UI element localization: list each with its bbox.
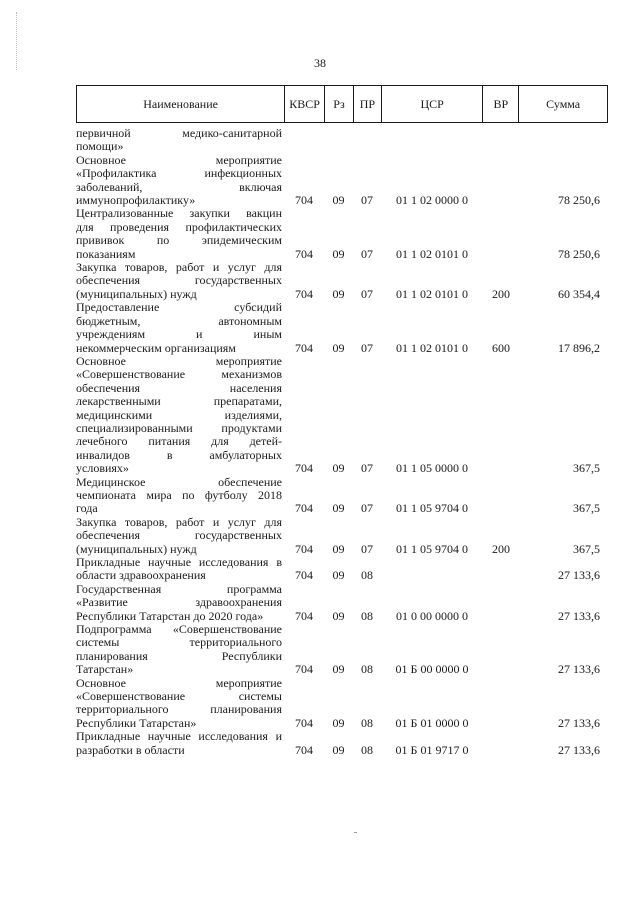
row-pr: 07: [361, 501, 373, 516]
row-csr: 01 Б 01 0000 0: [395, 715, 469, 730]
row-pr: 07: [361, 286, 373, 301]
row-kvsr: 704: [295, 286, 313, 301]
row-name-line: территориального планирования: [76, 702, 282, 717]
row-name-line: «Профилактика инфекционных: [76, 166, 282, 181]
row-sum: 367,5: [573, 501, 600, 516]
row-csr: 01 Б 00 0000 0: [395, 662, 469, 677]
table-row: [76, 730, 608, 757]
row-name-line: прививок по эпидемическим: [76, 233, 282, 248]
table-row: [76, 623, 608, 677]
table-row: [76, 476, 608, 516]
row-pr: 08: [361, 568, 373, 583]
row-name: [76, 355, 284, 476]
row-name-line: «Совершенствование механизмов: [76, 367, 282, 382]
row-rz: 09: [332, 568, 345, 583]
row-rz: 09: [332, 193, 345, 208]
table-header: [76, 85, 608, 123]
row-name-line: Татарстан»: [76, 662, 134, 677]
row-name: [76, 301, 284, 355]
table-row: [76, 556, 608, 583]
row-name-line: Основное мероприятие: [76, 353, 282, 368]
row-sum: 78 250,6: [558, 246, 600, 261]
row-name-line: медицинскими изделиями,: [76, 407, 282, 422]
row-kvsr: 704: [295, 193, 313, 208]
row-name-line: года: [76, 501, 98, 516]
row-name-line: планирования Республики: [76, 648, 282, 663]
row-sum: 60 354,4: [558, 286, 600, 301]
row-name-line: чемпионата мира по футболу 2018: [76, 487, 282, 502]
row-sum: 27 133,6: [558, 608, 600, 623]
table-row: [76, 301, 608, 355]
row-name-line: обеспечения государственных: [76, 528, 282, 543]
row-csr: 01 1 05 0000 0: [396, 461, 468, 476]
row-name-line: системы территориального: [76, 635, 282, 650]
row-name-line: инвалидов в амбулаторных: [76, 447, 282, 462]
row-sum: 27 133,6: [558, 742, 600, 757]
row-kvsr: 704: [295, 568, 313, 583]
header-csr: ЦСР: [381, 86, 483, 122]
row-name-line: Подпрограмма «Совершенствование: [76, 622, 282, 637]
row-sum: 17 896,2: [558, 340, 600, 355]
row-name-line: Основное мероприятие: [76, 675, 282, 690]
row-name-line: специализированными продуктами: [76, 420, 282, 435]
row-kvsr: 704: [295, 501, 313, 516]
row-name: [76, 623, 284, 677]
row-name-line: Государственная программа: [76, 581, 282, 596]
row-name-line: области здравоохранения: [76, 568, 206, 583]
row-name: [76, 583, 284, 623]
row-sum: 367,5: [573, 541, 600, 556]
row-name-line: условиях»: [76, 461, 129, 476]
table-row: [76, 516, 608, 556]
header-name: Наименование: [143, 96, 218, 111]
row-pr: 08: [361, 715, 373, 730]
row-rz: 09: [332, 501, 345, 516]
row-csr: 01 1 02 0101 0: [396, 246, 468, 261]
row-name-line: обеспечения населения: [76, 380, 282, 395]
row-kvsr: 704: [295, 742, 313, 757]
row-name-line: Закупка товаров, работ и услуг для: [76, 514, 282, 529]
table-row: [76, 127, 608, 154]
row-vr: 200: [492, 541, 510, 556]
row-name-line: учреждениям и иным: [76, 327, 282, 342]
row-kvsr: 704: [295, 541, 313, 556]
table-row: [76, 677, 608, 731]
row-name-line: Централизованные закупки вакцин: [76, 206, 282, 221]
row-name-line: показаниям: [76, 246, 136, 261]
row-name-line: Закупка товаров, работ и услуг для: [76, 260, 282, 275]
table-row: [76, 154, 608, 208]
row-name-line: первичной медико-санитарной: [76, 126, 282, 140]
row-name-line: разработки в области: [76, 742, 185, 757]
row-name-line: Медицинское обеспечение: [76, 474, 282, 489]
row-name: [76, 261, 284, 301]
row-kvsr: 704: [295, 715, 313, 730]
row-pr: 08: [361, 742, 373, 757]
row-rz: 09: [332, 742, 345, 757]
row-sum: 367,5: [573, 461, 600, 476]
row-kvsr: 704: [295, 246, 313, 261]
row-name: [76, 127, 284, 154]
row-rz: 09: [332, 461, 345, 476]
row-name-line: Республики Татарстан до 2020 года»: [76, 608, 264, 623]
row-name: [76, 516, 284, 556]
row-name-line: бюджетным, автономным: [76, 313, 282, 328]
row-name-line: некоммерческим организациям: [76, 340, 236, 355]
table-row: [76, 207, 608, 261]
row-pr: 07: [361, 340, 373, 355]
row-pr: 08: [361, 608, 373, 623]
header-kvsr: КВСР: [284, 86, 324, 122]
row-pr: 07: [361, 246, 373, 261]
row-name-line: обеспечения государственных: [76, 273, 282, 288]
row-rz: 09: [332, 608, 345, 623]
row-rz: 09: [332, 715, 345, 730]
row-kvsr: 704: [295, 461, 313, 476]
row-pr: 08: [361, 662, 373, 677]
row-name: [76, 207, 284, 261]
row-rz: 09: [332, 340, 345, 355]
row-csr: 01 1 05 9704 0: [396, 501, 468, 516]
row-name-line: лечебного питания для детей-: [76, 434, 282, 449]
scan-dot: [354, 832, 357, 833]
row-name-line: заболеваний, включая: [76, 179, 282, 194]
row-name-line: Прикладные научные исследования в: [76, 555, 282, 569]
row-csr: 01 1 02 0101 0: [396, 340, 468, 355]
row-csr: 01 0 00 0000 0: [396, 608, 468, 623]
row-pr: 07: [361, 541, 373, 556]
row-name-line: Предоставление субсидий: [76, 300, 282, 315]
row-name-line: Основное мероприятие: [76, 152, 282, 167]
row-name: [76, 556, 284, 583]
header-vr: ВР: [482, 86, 518, 122]
row-rz: 09: [332, 662, 345, 677]
header-pr: ПР: [353, 86, 381, 122]
row-vr: 600: [492, 340, 510, 355]
row-csr: 01 1 02 0000 0: [396, 193, 468, 208]
row-csr: 01 1 02 0101 0: [396, 286, 468, 301]
row-sum: 27 133,6: [558, 662, 600, 677]
row-sum: 78 250,6: [558, 193, 600, 208]
row-rz: 09: [332, 286, 345, 301]
row-name: [76, 677, 284, 731]
header-sum: Сумма: [518, 86, 607, 122]
table-row: [76, 355, 608, 476]
table-row: [76, 583, 608, 623]
row-name-line: иммунопрофилактику»: [76, 193, 196, 208]
row-name-line: лекарственными препаратами,: [76, 394, 282, 409]
row-kvsr: 704: [295, 608, 313, 623]
row-name-line: Республики Татарстан»: [76, 715, 197, 730]
row-name-line: Прикладные научные исследования и: [76, 729, 282, 744]
row-csr: 01 Б 01 9717 0: [395, 742, 469, 757]
row-kvsr: 704: [295, 340, 313, 355]
page-number: 38: [314, 56, 326, 70]
row-pr: 07: [361, 461, 373, 476]
row-sum: 27 133,6: [558, 715, 600, 730]
row-csr: 01 1 05 9704 0: [396, 541, 468, 556]
row-sum: 27 133,6: [558, 568, 600, 583]
row-rz: 09: [332, 246, 345, 261]
row-name: [76, 476, 284, 516]
header-rz: Рз: [324, 86, 353, 122]
row-name-line: (муниципальных) нужд: [76, 286, 197, 301]
row-name: [76, 730, 284, 757]
row-name-line: (муниципальных) нужд: [76, 541, 197, 556]
row-rz: 09: [332, 541, 345, 556]
row-name-line: «Развитие здравоохранения: [76, 595, 282, 610]
row-pr: 07: [361, 193, 373, 208]
row-name-line: «Совершенствование системы: [76, 689, 282, 704]
row-name-line: для проведения профилактических: [76, 219, 282, 234]
table-row: [76, 261, 608, 301]
row-name-line: помощи»: [76, 139, 124, 154]
row-vr: 200: [492, 286, 510, 301]
row-kvsr: 704: [295, 662, 313, 677]
row-name: [76, 154, 284, 208]
table-body: [76, 127, 608, 757]
